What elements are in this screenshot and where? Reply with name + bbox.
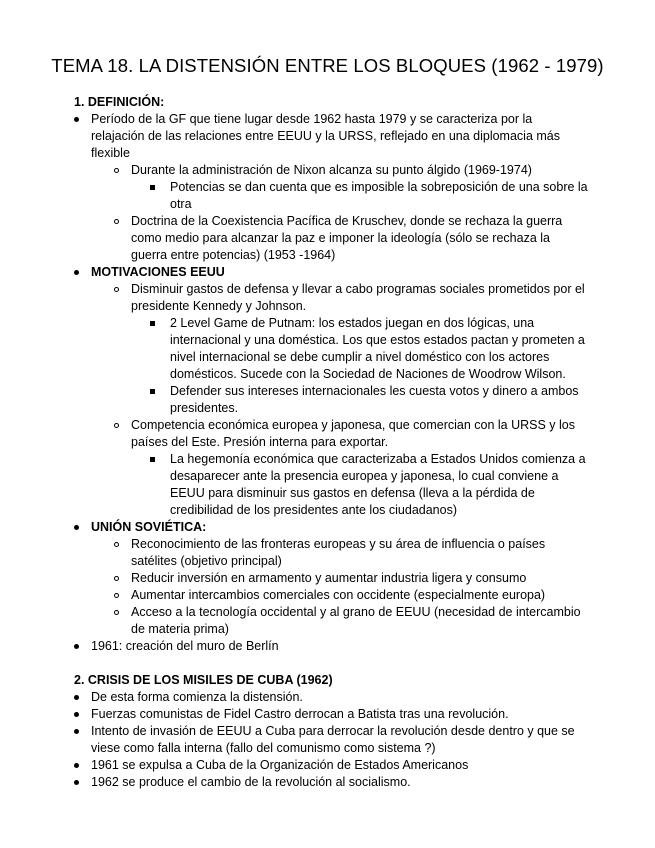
cuba-item: 1962 se produce el cambio de la revolución al socialismo. <box>91 775 411 789</box>
bullet-circle <box>114 168 119 173</box>
bullet-square <box>150 185 155 190</box>
gastos-line: presidente Kennedy y Johnson. <box>131 299 307 313</box>
putnam-line: 2 Level Game de Putnam: los estados juegan en dos lógicas, una <box>170 316 535 330</box>
bullet-circle <box>114 593 119 598</box>
bullet-dot <box>74 695 79 700</box>
potencias-line: Potencias se dan cuenta que es imposible la sobreposición de una sobre la <box>170 180 588 194</box>
nixon-line: Durante la administración de Nixon alcanza su punto álgido (1969-1974) <box>131 163 532 177</box>
bullet-square <box>150 457 155 462</box>
competencia-line: Competencia económica europea y japonesa, que comercian con la URSS y los <box>131 418 575 432</box>
cuba-item: Fuerzas comunistas de Fidel Castro derrocan a Batista tras una revolución. <box>91 707 509 721</box>
bullet-dot <box>74 644 79 649</box>
doctrina-line: guerra entre potencias) (1953 -1964) <box>131 248 336 262</box>
bullet-square <box>150 321 155 326</box>
section-1-heading: 1. DEFINICIÓN: <box>74 95 165 109</box>
intereses-line: Defender sus intereses internacionales les cuesta votos y dinero a ambos <box>170 384 579 398</box>
bullet-dot <box>74 763 79 768</box>
bullet-dot <box>74 270 79 275</box>
definition-line: Período de la GF que tiene lugar desde 1962 hasta 1979 y se caracteriza por la <box>91 112 533 126</box>
cuba-item: Intento de invasión de EEUU a Cuba para derrocar la revolución desde dentro y que se <box>91 724 575 738</box>
section-2-heading: 2. CRISIS DE LOS MISILES DE CUBA (1962) <box>74 673 333 687</box>
hegemonia-line: EEUU para disminuir sus gastos en defensa (lleva a la pérdida de <box>170 486 535 500</box>
doctrina-line: Doctrina de la Coexistencia Pacífica de Kruschev, donde se rechaza la guerra <box>131 214 563 228</box>
cuba-item: 1961 se expulsa a Cuba de la Organización de Estados Americanos <box>91 758 469 772</box>
urss-item: Aumentar intercambios comerciales con occidente (especialmente europa) <box>131 588 546 602</box>
cuba-item: De esta forma comienza la distensión. <box>91 690 303 704</box>
intereses-line: presidentes. <box>170 401 239 415</box>
urss-item: de materia prima) <box>131 622 229 636</box>
urss-item: Acceso a la tecnología occidental y al grano de EEUU (necesidad de intercambio <box>131 605 581 619</box>
bullet-dot <box>74 729 79 734</box>
urss-item: Reconocimiento de las fronteras europeas y su área de influencia o países <box>131 537 546 551</box>
bullet-dot <box>74 525 79 530</box>
hegemonia-line: credibilidad de los presidentes ante los ciudadanos) <box>170 503 457 517</box>
putnam-line: nivel internacional se debe cumplir a nivel doméstico con los actores <box>170 350 550 364</box>
berlin-line: 1961: creación del muro de Berlín <box>91 639 279 653</box>
putnam-line: internacional y una doméstica. Los que estos estados pactan y prometen a <box>170 333 585 347</box>
bullet-circle <box>114 576 119 581</box>
bullet-square <box>150 389 155 394</box>
hegemonia-line: La hegemonía económica que caracterizaba a Estados Unidos comienza a <box>170 452 586 466</box>
doctrina-line: como medio para alcanzar la paz e imponer la ideología (sólo se rechaza la <box>131 231 550 245</box>
definition-line: flexible <box>91 146 130 160</box>
urss-heading: UNIÓN SOVIÉTICA: <box>91 520 207 534</box>
bullet-circle <box>114 542 119 547</box>
bullet-dot <box>74 117 79 122</box>
page-title: TEMA 18. LA DISTENSIÓN ENTRE LOS BLOQUES (1962 - 1979) <box>51 55 604 76</box>
urss-item: Reducir inversión en armamento y aumentar industria ligera y consumo <box>131 571 527 585</box>
urss-item: satélites (objetivo principal) <box>131 554 282 568</box>
bullet-circle <box>114 287 119 292</box>
potencias-line: otra <box>170 197 192 211</box>
bullet-circle <box>114 423 119 428</box>
bullet-circle <box>114 219 119 224</box>
gastos-line: Disminuir gastos de defensa y llevar a cabo programas sociales prometidos por el <box>131 282 585 296</box>
motivaciones-heading: MOTIVACIONES EEUU <box>91 265 225 279</box>
hegemonia-line: desaparecer ante la presencia europea y japonesa, lo cual conviene a <box>170 469 559 483</box>
competencia-line: países del Este. Presión interna para exportar. <box>131 435 389 449</box>
bullet-dot <box>74 780 79 785</box>
definition-line: relajación de las relaciones entre EEUU y la URSS, reflejado en una diplomacia más <box>91 129 560 143</box>
cuba-item: viese como falla interna (fallo del comunismo como sistema ?) <box>91 741 436 755</box>
putnam-line: domésticos. Sucede con la Sociedad de Naciones de Woodrow Wilson. <box>170 367 566 381</box>
bullet-dot <box>74 712 79 717</box>
bullet-circle <box>114 610 119 615</box>
